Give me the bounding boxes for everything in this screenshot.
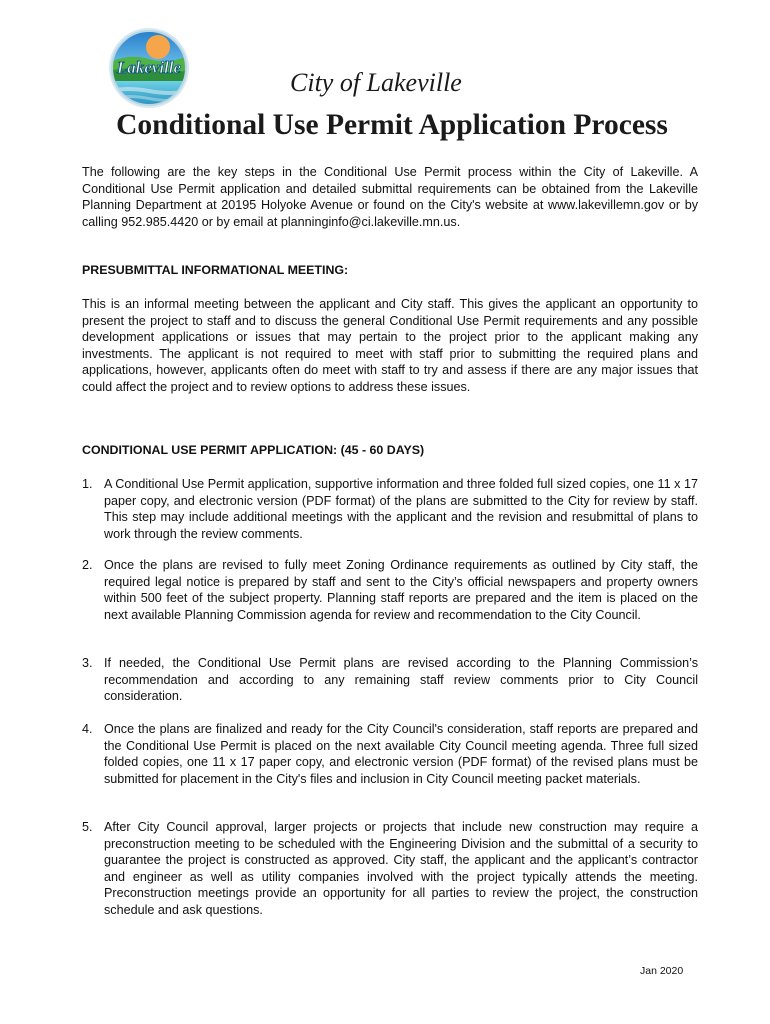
step-text: Once the plans are revised to fully meet Zoning Ordinance requirements as outlined by City staff, the required legal notice is prepared by staff and sent to the City’s official newspapers and property owners within 500 feet of the subject property. Planning staff reports are prepared and the item is placed on the next available Planning Commission agenda for review and recommendation to the City Council.	[104, 558, 698, 622]
step-item	[82, 655, 698, 705]
step-text: If needed, the Conditional Use Permit plans are revised according to the Planning Commission’s recommendation and according to any remaining staff review comments prior to City Council consideration.	[104, 656, 698, 703]
page-title: Conditional Use Permit Application Process	[116, 109, 668, 141]
lakeville-logo	[108, 27, 190, 109]
step-item	[82, 721, 698, 787]
step-text: After City Council approval, larger projects or projects that include new construction may require a preconstruction meeting to be scheduled with the Engineering Division and the submittal of a security to guarantee the project is constructed as approved. City staff, the applicant and the applicant’s contractor and engineer as well as utility companies involved with the project typically attends the meeting. Preconstruction meetings provide an opportunity for all parties to review the project, the construction schedule and ask questions.	[104, 820, 698, 917]
application-heading: CONDITIONAL USE PERMIT APPLICATION: (45 - 60 DAYS)	[82, 443, 425, 457]
step-number: 3.	[82, 656, 93, 670]
step-text: A Conditional Use Permit application, supportive information and three folded full sized copies, one 11 x 17 paper copy, and electronic version (PDF format) of the plans are submitted to the City for review by staff. This step may include additional meetings with the applicant and the revision and resubmittal of plans to work through the review comments.	[104, 477, 698, 541]
intro-paragraph: The following are the key steps in the Conditional Use Permit process within the City of Lakeville. A Conditional Use Permit application and detailed submittal requirements can be obtained from the Lakeville Planning Department at 20195 Holyoke Avenue or found on the City's website at www.lakevillemn.gov or by calling 952.985.4420 or by email at planninginfo@ci.lakeville.mn.us.	[82, 165, 698, 229]
presubmittal-paragraph: This is an informal meeting between the applicant and City staff. This gives the applicant an opportunity to present the project to staff and to discuss the general Conditional Use Permit requirements and any possible development applications or issues that may pertain to the project prior to the applicant making any investments. The applicant is not required to meet with staff prior to submitting the required plans and applications, however, applicants often do meet with staff to try and assess if there are any major issues that could affect the project and to review options to address these issues.	[82, 297, 698, 394]
step-number: 2.	[82, 558, 93, 572]
step-number: 4.	[82, 722, 93, 736]
step-number: 1.	[82, 477, 93, 491]
presubmittal-heading: PRESUBMITTAL INFORMATIONAL MEETING:	[82, 263, 349, 277]
city-name: City of Lakeville	[290, 68, 462, 97]
step-item	[82, 476, 698, 542]
step-item	[82, 557, 698, 623]
step-text: Once the plans are finalized and ready for the City Council's consideration, staff reports are prepared and the Conditional Use Permit is placed on the next available City Council meeting agenda. Three full sized folded copies, one 11 x 17 paper copy, and electronic version (PDF format) of the revised plans must be submitted for placement in the City's files and inclusion in City Council meeting packet materials.	[104, 722, 698, 786]
logo-text: Lakeville	[116, 58, 182, 77]
step-item	[82, 819, 698, 918]
step-number: 5.	[82, 820, 93, 834]
footer-date: Jan 2020	[640, 965, 684, 977]
